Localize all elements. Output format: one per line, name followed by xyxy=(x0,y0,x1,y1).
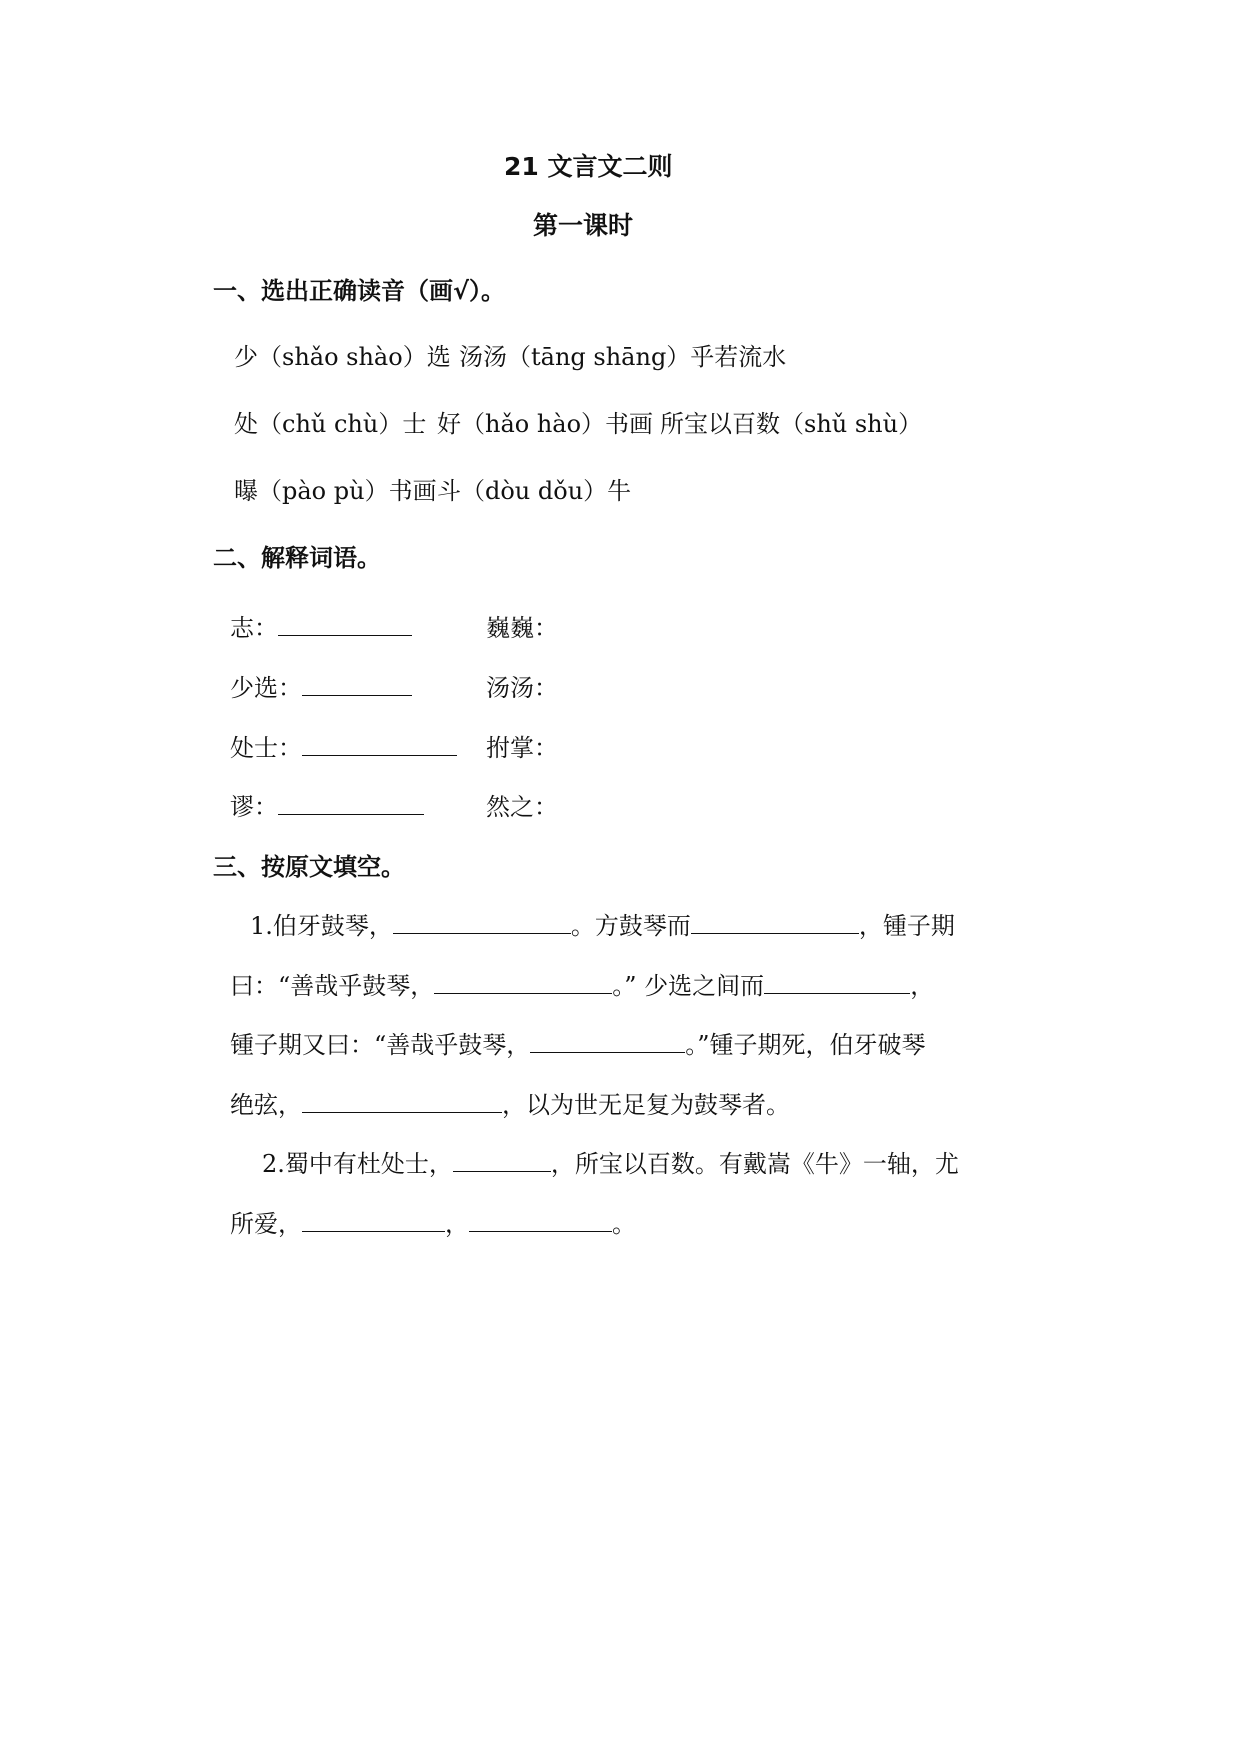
text-segment: 锺子期又曰：“善哉乎鼓琴， xyxy=(230,1031,531,1059)
definition-item xyxy=(230,728,457,763)
answer-blank[interactable] xyxy=(278,613,412,636)
term-label: 谬： xyxy=(230,793,278,821)
pinyin-item: 处（chǔ chù）士 xyxy=(234,410,427,438)
pinyin-item: 汤汤（tāng shāng）乎若流水 xyxy=(459,343,787,371)
fill-line xyxy=(262,1144,959,1179)
definition-item xyxy=(230,668,412,703)
text-segment: ， xyxy=(445,1210,469,1238)
text-segment: ，所宝以百数。有戴嵩《牛》一轴，尤 xyxy=(550,1150,959,1178)
pinyin-item: 斗（dòu dǒu）牛 xyxy=(437,477,632,505)
answer-blank[interactable] xyxy=(691,911,859,934)
text-segment: 曰：“善哉乎鼓琴， xyxy=(230,972,435,1000)
fill-line xyxy=(230,966,934,1001)
text-segment: ， xyxy=(910,972,935,1000)
term-label: 然之： xyxy=(486,793,558,821)
answer-blank[interactable] xyxy=(469,1209,612,1232)
term-label: 巍巍： xyxy=(486,614,558,642)
term-label: 少选： xyxy=(230,674,302,702)
text-segment: 2.蜀中有杜处士， xyxy=(262,1150,453,1178)
section-2-heading: 二、解释词语。 xyxy=(213,544,381,572)
answer-blank[interactable] xyxy=(302,1209,445,1232)
answer-blank[interactable] xyxy=(530,1030,685,1053)
fill-line xyxy=(230,1025,926,1060)
term-label: 汤汤： xyxy=(486,674,558,702)
text-segment: 。 xyxy=(612,1210,636,1238)
term-label: 志： xyxy=(230,614,278,642)
pinyin-item: 曝（pào pù）书画 xyxy=(234,477,437,505)
fill-line xyxy=(250,906,955,941)
text-segment: 。”锺子期死，伯牙破琴 xyxy=(685,1031,926,1059)
answer-blank[interactable] xyxy=(434,971,612,994)
fill-line xyxy=(230,1204,636,1239)
pinyin-item: 少（shǎo shào）选 xyxy=(234,343,451,371)
pinyin-item: 所宝以百数（shǔ shù） xyxy=(660,410,923,438)
text-segment: 1.伯牙鼓琴， xyxy=(250,912,393,940)
answer-blank[interactable] xyxy=(302,1090,502,1113)
term-label: 处士： xyxy=(230,734,302,762)
answer-blank[interactable] xyxy=(764,971,910,994)
page-subtitle: 第一课时 xyxy=(533,211,634,240)
text-segment: 绝弦， xyxy=(230,1091,302,1119)
answer-blank[interactable] xyxy=(302,733,457,756)
page-title: 21 文言文二则 xyxy=(504,152,673,181)
answer-blank[interactable] xyxy=(302,673,412,696)
text-segment: ，以为世无足复为鼓琴者。 xyxy=(502,1091,790,1119)
answer-blank[interactable] xyxy=(453,1149,551,1172)
definition-item xyxy=(230,608,412,643)
term-label: 拊掌： xyxy=(486,734,558,762)
text-segment: 所爱， xyxy=(230,1210,302,1238)
answer-blank[interactable] xyxy=(393,911,571,934)
section-1-heading: 一、选出正确读音（画√）。 xyxy=(213,277,506,305)
text-segment: 。” 少选之间而 xyxy=(612,972,765,1000)
section-3-heading: 三、按原文填空。 xyxy=(213,853,405,881)
text-segment: ，锺子期 xyxy=(858,912,955,940)
answer-blank[interactable] xyxy=(278,792,424,815)
fill-line xyxy=(230,1085,790,1120)
text-segment: 。方鼓琴而 xyxy=(570,912,691,940)
definition-item xyxy=(230,787,424,822)
pinyin-item: 好（hǎo hào）书画 xyxy=(437,410,654,438)
